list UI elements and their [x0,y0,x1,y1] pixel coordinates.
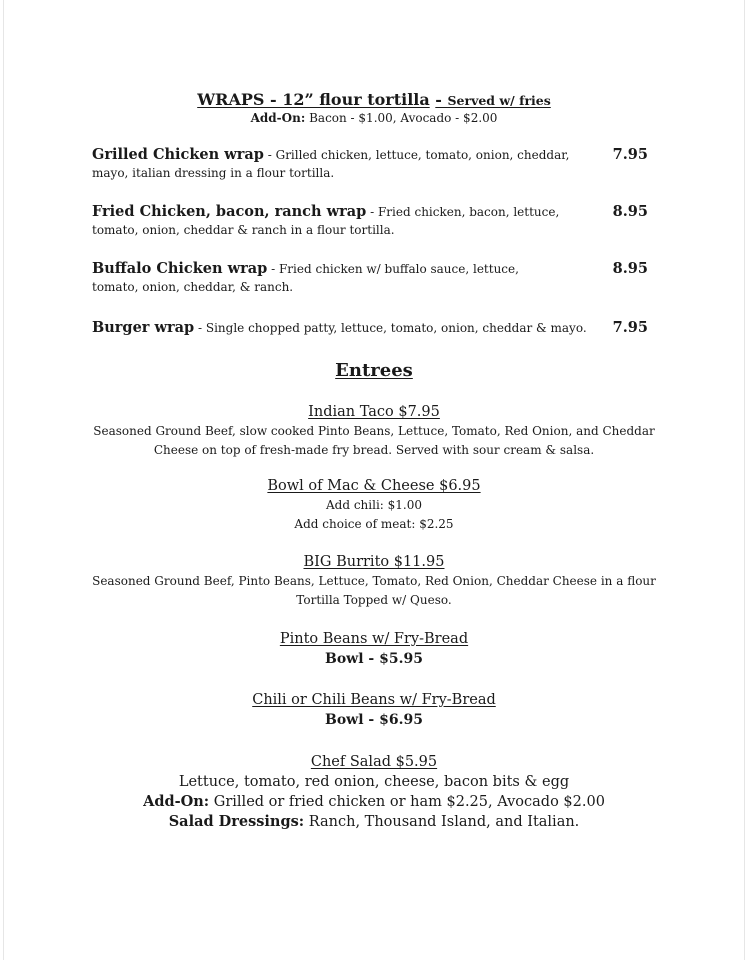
wrap-desc-cont: tomato, onion, cheddar, & ranch. [92,280,294,294]
wraps-dash: - [435,90,448,109]
wrap-item-grilled-chicken [92,146,652,182]
entree-desc: Seasoned Ground Beef, slow cooked Pinto Beans, Lettuce, Tomato, Red Onion, and Cheddar [93,424,655,438]
wrap-item-fried-chicken [92,203,652,239]
entree-big-burrito [4,553,744,610]
salad-addon-label: Add-On: [143,793,210,810]
entree-title: BIG Burrito $11.95 [303,554,445,570]
wrap-price: 7.95 [612,319,648,336]
salad-addon [4,792,744,812]
salad-dressings-label: Salad Dressings: [168,813,305,830]
entree-title: Pinto Beans w/ Fry-Bread [279,631,469,647]
entree-price: Bowl - $5.95 [325,651,423,667]
entree-title: Bowl of Mac & Cheese $6.95 [267,478,481,494]
entree-pinto-beans [4,630,744,669]
salad-dressings-text: Ranch, Thousand Island, and Italian. [308,814,580,830]
wrap-name: Grilled Chicken wrap [92,146,264,163]
wraps-heading [4,90,744,109]
entree-desc-cont: Tortilla Topped w/ Queso. [296,593,452,607]
entree-desc: Seasoned Ground Beef, Pinto Beans, Lettuce, Tomato, Red Onion, Cheddar Cheese in a flour [92,574,656,588]
wrap-item-buffalo-chicken [92,260,652,296]
wrap-desc: Fried chicken, bacon, lettuce, [377,205,560,219]
wrap-sep: - [267,148,276,162]
wrap-price: 8.95 [612,260,648,277]
wrap-sep: - [370,205,378,219]
salad-addon-text: Grilled or fried chicken or ham $2.25, Avocado $2.00 [213,794,605,810]
wrap-desc-cont: mayo, italian dressing in a flour tortilla. [92,166,335,180]
entrees-title: Entrees [335,360,413,381]
entree-chef-salad [4,753,744,832]
entrees-heading [4,360,744,381]
wrap-name: Buffalo Chicken wrap [92,260,268,277]
wrap-name: Burger wrap [92,319,195,336]
entree-indian-taco [4,403,744,460]
entree-mac-cheese [4,477,744,534]
wrap-item-burger [92,319,652,337]
entree-title: Chef Salad $5.95 [310,754,438,770]
wrap-name: Fried Chicken, bacon, ranch wrap [92,203,367,220]
wrap-price: 8.95 [612,203,648,220]
wrap-price: 7.95 [612,146,648,163]
wrap-desc: Single chopped patty, lettuce, tomato, onion, cheddar & mayo. [205,321,587,335]
entree-title: Indian Taco $7.95 [308,404,440,420]
wrap-desc-cont: tomato, onion, cheddar & ranch in a flour tortilla. [92,223,395,237]
entree-addon-meat: Add choice of meat: $2.25 [294,517,454,531]
wrap-sep: - [271,262,279,276]
wrap-sep: - [197,321,206,335]
wraps-addon [4,111,744,125]
wrap-desc: Grilled chicken, lettuce, tomato, onion, cheddar, [275,148,570,162]
wrap-desc: Fried chicken w/ buffalo sauce, lettuce, [278,262,519,276]
menu-page [3,0,745,960]
wraps-addon-label: Add-On: [250,111,306,125]
wraps-title: WRAPS - 12” flour tortilla [197,90,430,109]
wraps-served: Served w/ fries [447,93,551,108]
wraps-addon-text: Bacon - $1.00, Avocado - $2.00 [309,111,498,125]
entree-addon-chili: Add chili: $1.00 [325,498,423,512]
entree-desc: Lettuce, tomato, red onion, cheese, bacon bits & egg [178,774,570,790]
entree-desc-cont: Cheese on top of fresh-made fry bread. Served with sour cream & salsa. [153,443,595,457]
entree-title: Chili or Chili Beans w/ Fry-Bread [252,692,496,708]
entree-chili-beans [4,691,744,730]
entree-price: Bowl - $6.95 [325,712,423,728]
salad-dressings [4,812,744,832]
